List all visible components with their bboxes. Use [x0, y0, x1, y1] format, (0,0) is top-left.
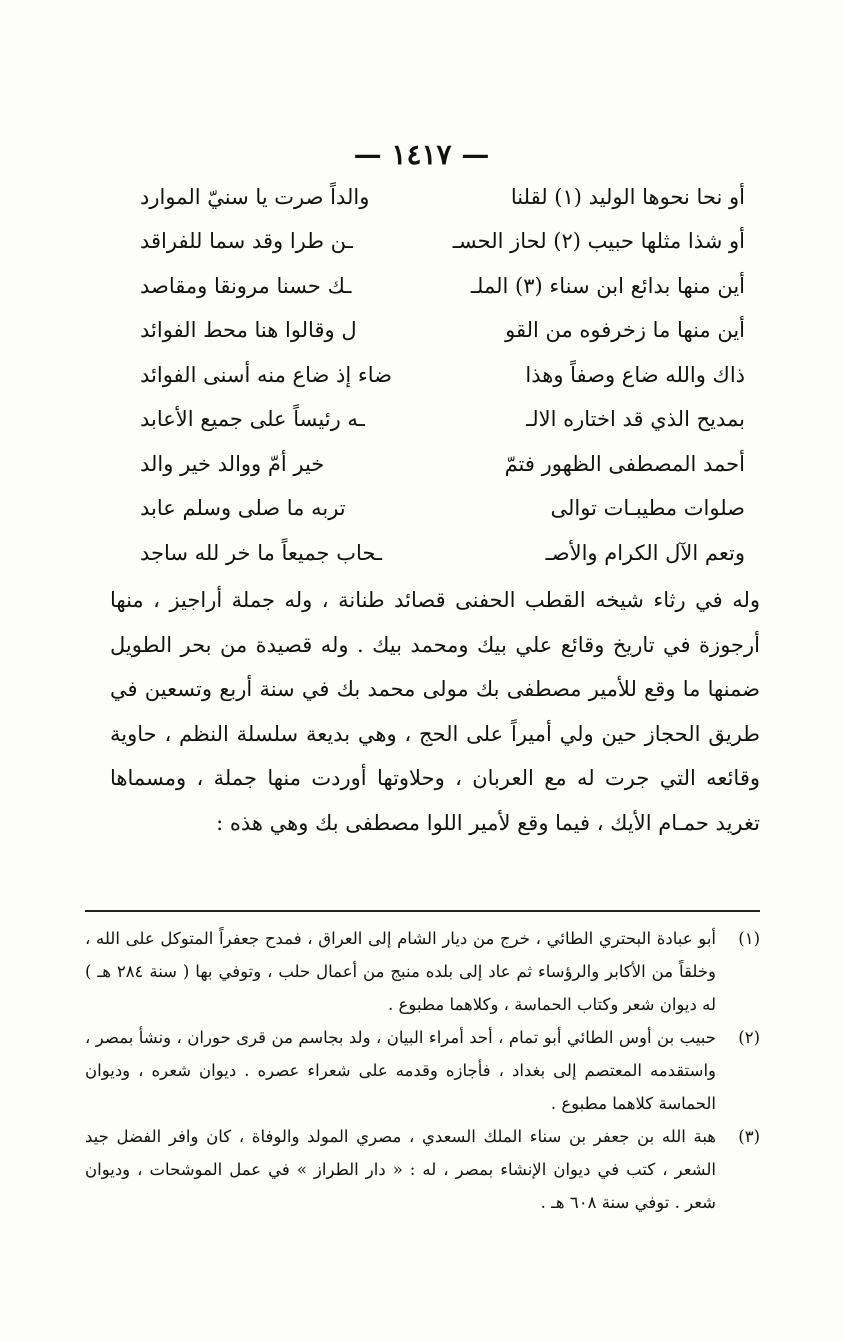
footnote-number: (٣)	[738, 1127, 760, 1146]
verse-second-hemistich: ـحاب جميعاً ما خر لله ساجد	[140, 540, 383, 565]
footnote-text: أبو عبادة البحتري الطائي ، خرج من ديار الشام إلى العراق ، فمدح جعفراً المتوكل على الله ، وخلقاً من الأكابر والرؤساء ثم عاد إلى بلده منبج من أعمال حلب ، وتوفي بها ( سنة ٢٨٤ هـ ) له ديوان شعر وكتاب الحماسة ، وكلاهما مطبوع .	[85, 929, 716, 1014]
verse-first-hemistich: أين منها بدائع ابن سناء (٣) الملـ	[470, 273, 745, 298]
verse-second-hemistich: ـه رئيساً على جميع الأعابد	[140, 407, 365, 432]
verse-first-hemistich: بمديح الذي قد اختاره الالـ	[526, 407, 745, 432]
verse-first-hemistich: صلوات مطيبـات توالى	[550, 496, 745, 521]
footnote-text: هبة الله بن جعفر بن سناء الملك السعدي ، مصري المولد والوفاة ، كان وافر الفضل جيد الشعر ، كتب في ديوان الإنشاء بمصر ، له : « دار الطراز » في عمل الموشحات ، وديوان شعر . توفي سنة ٦٠٨ هـ .	[85, 1127, 716, 1212]
page-number: — ١٤١٧ —	[353, 138, 490, 171]
footnote-number: (٢)	[738, 1028, 760, 1047]
verse-second-hemistich: ضاء إذ ضاع منه أسنى الفوائد	[140, 362, 392, 387]
verse	[140, 264, 745, 309]
footnote	[85, 1021, 760, 1120]
verse-first-hemistich: ذاك والله ضاع وصفاً وهذا	[525, 362, 745, 387]
footnote-number: (١)	[738, 929, 760, 948]
verse	[140, 531, 745, 576]
verse	[140, 398, 745, 443]
verse-first-hemistich: أين منها ما زخرفوه من القو	[505, 318, 745, 343]
verse-first-hemistich: أو شذا مثلها حبيب (٢) لحاز الحسـ	[452, 229, 745, 254]
verse-first-hemistich: أو نحا نحوها الوليد (١) لقلنا	[510, 184, 745, 209]
verse-second-hemistich: تربه ما صلى وسلم عابد	[140, 496, 346, 521]
verse-second-hemistich: ـن طرا وقد سما للفراقد	[140, 229, 353, 254]
verse-first-hemistich: أحمد المصطفى الظهور فتمّ	[504, 451, 745, 476]
verse	[140, 220, 745, 265]
footnotes	[85, 922, 760, 1219]
footnote-text: حبيب بن أوس الطائي أبو تمام ، أحد أمراء البيان ، ولد بجاسم من قرى حوران ، ونشأ بمصر ، واستقدمه المعتصم إلى بغداد ، فأجازه وقدمه على شعراء عصره . ديوان شعره ، وديوان الحماسة كلاهما مطبوع .	[85, 1028, 716, 1113]
footnote-divider	[85, 910, 760, 912]
verse-second-hemistich: ـك حسنا مرونقا ومقاصد	[140, 273, 352, 298]
verse	[140, 442, 745, 487]
verse	[140, 309, 745, 354]
verse-second-hemistich: ل وقالوا هنا محط الفوائد	[140, 318, 357, 343]
verse	[140, 353, 745, 398]
verse-second-hemistich: والداً صرت يا سنيّ الموارد	[140, 184, 370, 209]
verse	[140, 175, 745, 220]
verse-first-hemistich: وتعم الآل الكرام والأصـ	[545, 540, 745, 565]
footnote	[85, 922, 760, 1021]
footnote	[85, 1120, 760, 1219]
verse	[140, 487, 745, 532]
prose-text: وله في رثاء شيخه القطب الحفنى قصائد طنانة ، وله جملة أراجيز ، منها أرجوزة في تاريخ وقائع علي بيك ومحمد بيك . وله قصيدة من بحر الطويل ضمنها ما وقع للأمير مصطفى بك مولى محمد بك في سنة أربع وتسعين في طريق الحجاز حين ولي أميراً على الحج ، وهي بديعة سلسلة النظم ، حاوية وقائعه التي جرت له مع العربان ، وحلاوتها أوردت منها جملة ، ومسماها تغريد حمـام الأيك ، فيما وقع لأمير اللوا مصطفى بك وهي هذه :	[110, 588, 760, 835]
prose-paragraph	[110, 578, 760, 845]
verse-second-hemistich: خير أمّ ووالد خير والد	[140, 451, 325, 476]
poem	[140, 175, 745, 576]
